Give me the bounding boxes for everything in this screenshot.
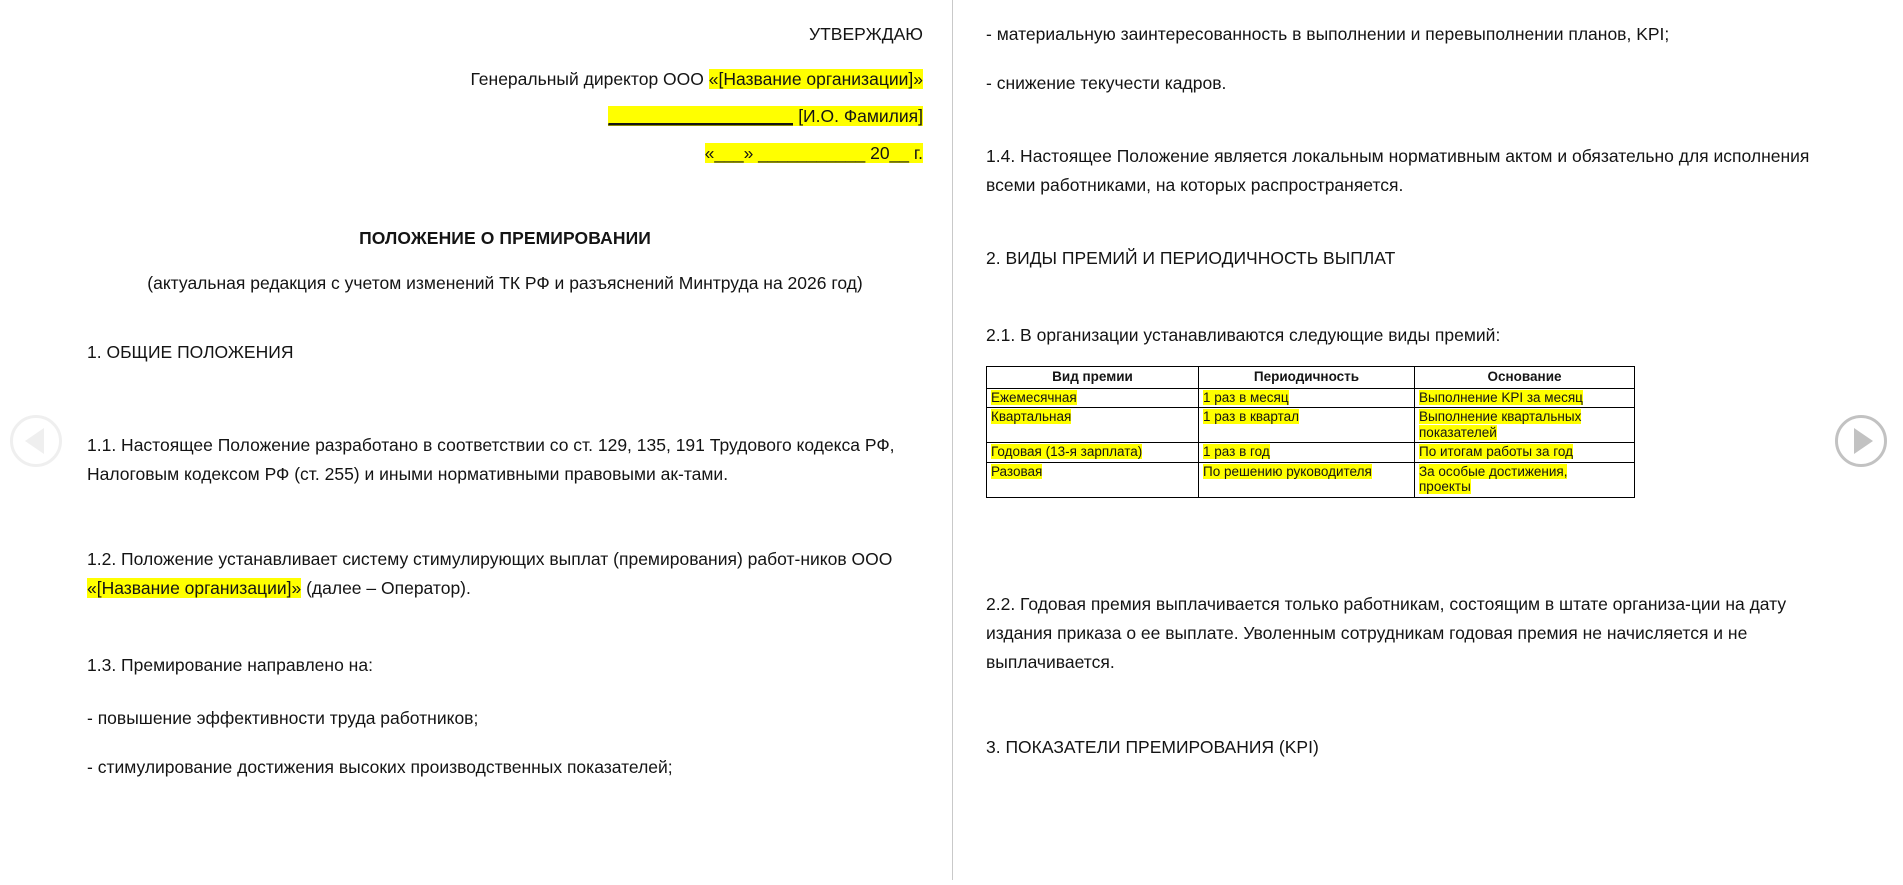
- cell-text: Ежемесячная: [991, 389, 1077, 405]
- cell-text: Квартальная: [991, 409, 1072, 424]
- approver-org-placeholder: «[Название организации]»: [708, 69, 923, 89]
- paragraph-1-3: 1.3. Премирование направлено на:: [87, 655, 373, 675]
- cell-frequency: [1199, 408, 1415, 443]
- premium-types-table: [986, 366, 1635, 498]
- bullet-item-1: - повышение эффективности труда работников;: [87, 708, 479, 728]
- cell-text: По итогам работы за год: [1419, 444, 1573, 459]
- cell-text: Годовая (13-я зарплата): [991, 444, 1143, 459]
- next-page-button[interactable]: [1835, 415, 1887, 467]
- cell-text-line2: показателей: [1419, 424, 1497, 440]
- cell-text: 1 раз в год: [1203, 444, 1270, 459]
- chevron-left-icon: [25, 428, 44, 454]
- cell-text-line1: Выполнение квартальных: [1419, 409, 1582, 424]
- table-header-row: [987, 367, 1635, 389]
- paragraph-1-2-after: (далее – Оператор).: [301, 578, 471, 598]
- cell-frequency: [1199, 462, 1415, 497]
- paragraph-2-2: 2.2. Годовая премия выплачивается только работникам, состоящим в штате организа-ции на дату издания приказа о ее выплате. Уволенным сотрудникам годовая премия не начисляется и не выплачивается.: [986, 593, 1787, 672]
- paragraph-1-1: 1.1. Настоящее Положение разработано в соответствии со ст. 129, 135, 191 Трудового кодекса РФ, Налоговым кодексом РФ (ст. 255) и иными нормативными правовыми ак-тами.: [87, 435, 895, 484]
- cell-text: Выполнение KPI за месяц: [1419, 389, 1583, 405]
- column-header-type: Вид премии: [987, 367, 1199, 389]
- paragraph-1-4: 1.4. Настоящее Положение является локальным нормативным актом и обязательно для исполнения всеми работниками, на которых распространяется.: [986, 146, 1810, 195]
- table-row: [987, 443, 1635, 463]
- bullet-item-3: - материальную заинтересованность в выполнении и перевыполнении планов, KPI;: [986, 24, 1670, 44]
- cell-text: 1 раз в квартал: [1203, 409, 1300, 424]
- section-heading-2: 2. ВИДЫ ПРЕМИЙ И ПЕРИОДИЧНОСТЬ ВЫПЛАТ: [986, 248, 1396, 268]
- approval-word: УТВЕРЖДАЮ: [809, 24, 923, 44]
- previous-page-button[interactable]: [10, 415, 62, 467]
- approver-line-prefix: Генеральный директор ООО: [470, 69, 709, 89]
- signature-line: [87, 102, 923, 131]
- section-heading-3: 3. ПОКАЗАТЕЛИ ПРЕМИРОВАНИЯ (KPI): [986, 736, 1319, 757]
- signature-blank: ___________________: [608, 106, 794, 126]
- org-name-placeholder: «[Название организации]»: [87, 578, 302, 598]
- left-text-column: [87, 0, 923, 782]
- bullet-item-4: - снижение текучести кадров.: [986, 73, 1227, 93]
- table-row: [987, 388, 1635, 408]
- cell-basis: [1415, 408, 1635, 443]
- page-subtitle: (актуальная редакция с учетом изменений ТК РФ и разъяснений Минтруда на 2026 год): [147, 273, 863, 293]
- paragraph-1-2-before: 1.2. Положение устанавливает систему стимулирующих выплат (премирования) работ-ников ООО: [87, 549, 893, 569]
- paragraph-2-1: 2.1. В организации устанавливаются следующие виды премий:: [986, 325, 1501, 345]
- section-heading-1: 1. ОБЩИЕ ПОЛОЖЕНИЯ: [87, 342, 294, 362]
- cell-type: [987, 443, 1199, 463]
- cell-frequency: [1199, 443, 1415, 463]
- cell-basis: [1415, 388, 1635, 408]
- column-header-frequency: Периодичность: [1199, 367, 1415, 389]
- right-text-column: [986, 0, 1824, 762]
- cell-text-line1: За особые достижения,: [1419, 463, 1568, 479]
- page-title: ПОЛОЖЕНИЕ О ПРЕМИРОВАНИИ: [359, 228, 651, 248]
- cell-basis: [1415, 462, 1635, 497]
- cell-basis: [1415, 443, 1635, 463]
- cell-text-line2: проекты: [1419, 479, 1471, 494]
- bullet-item-2: - стимулирование достижения высоких производственных показателей;: [87, 757, 673, 777]
- column-header-basis: Основание: [1415, 367, 1635, 389]
- signature-name-placeholder: [И.О. Фамилия]: [793, 106, 923, 126]
- cell-type: [987, 462, 1199, 497]
- cell-type: [987, 388, 1199, 408]
- paragraph-1-2: [87, 545, 923, 603]
- table-row: [987, 462, 1635, 497]
- table-row: [987, 408, 1635, 443]
- date-line: [87, 139, 923, 168]
- chevron-right-icon: [1854, 428, 1873, 454]
- column-divider: [952, 0, 953, 880]
- approver-line: [87, 65, 923, 94]
- cell-text: По решению руководителя: [1203, 463, 1372, 479]
- cell-frequency: [1199, 388, 1415, 408]
- date-placeholder: «___» ___________ 20__ г.: [704, 143, 923, 163]
- cell-text: 1 раз в месяц: [1203, 389, 1289, 405]
- cell-type: [987, 408, 1199, 443]
- cell-text: Разовая: [991, 463, 1043, 479]
